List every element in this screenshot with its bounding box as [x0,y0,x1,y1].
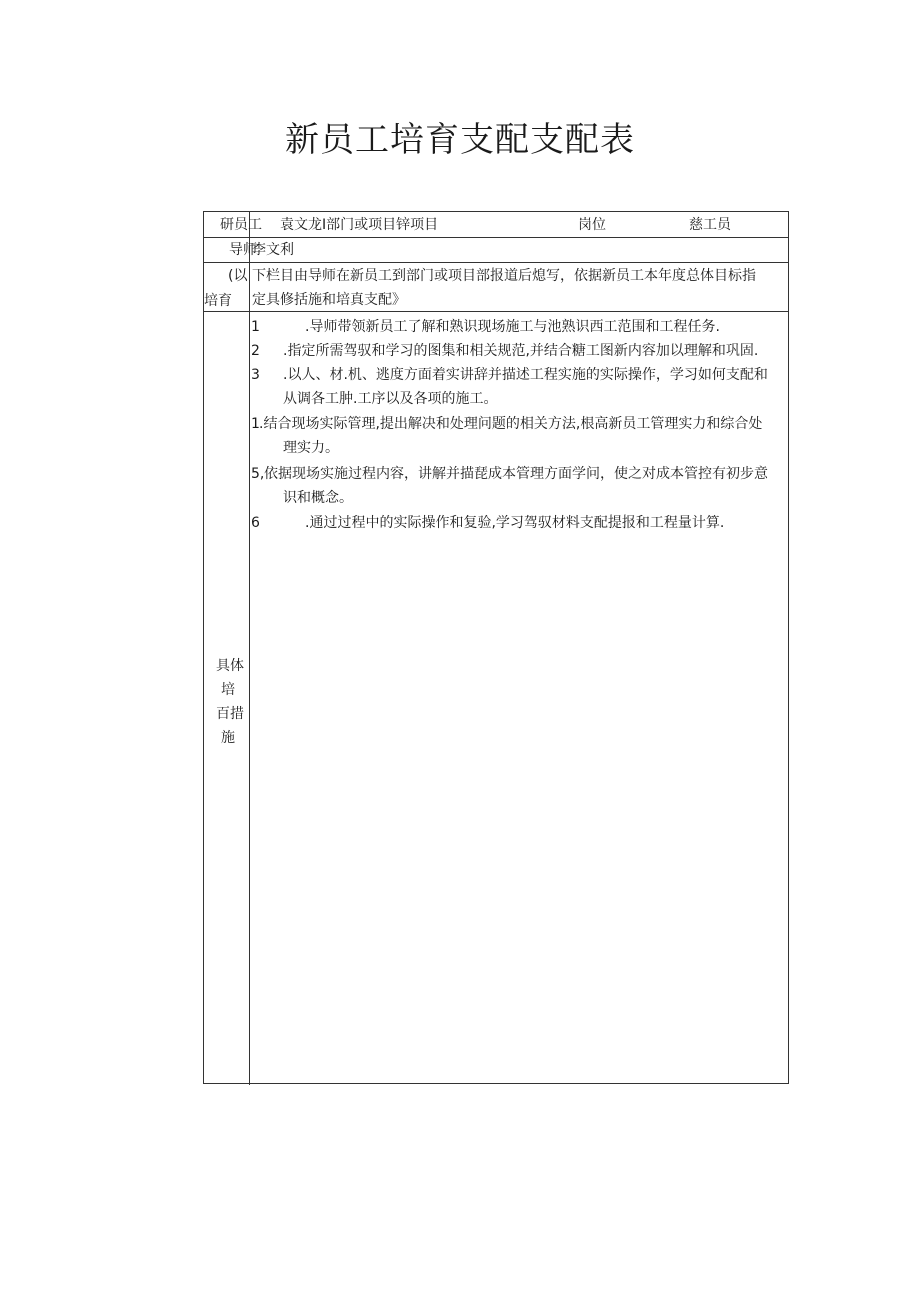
measure-item-text: .导师带领新员工了解和熟识现场施工与池熟识西工范围和工程任务. [305,319,720,335]
measure-item-number: 2 [251,343,260,359]
measure-item-continuation: 识和概念。 [283,490,353,506]
mentor-label: 导师 [229,242,257,258]
row-divider [204,262,788,263]
measure-item-number: 1 [251,416,260,432]
measure-item-text: 依据现场实施过程内容，讲解并描琵成本管理方面学问，使之对成本管控有初步意 [264,466,768,482]
measure-item [251,315,786,339]
note-side-label-2: 培育 [204,293,232,309]
employee-label: 研员工 [220,217,262,233]
measure-item-text: .结合现场实际管理,提出解决和处理问题的相关方法,根高新员工管理实力和综合处 [259,416,763,432]
measure-item [251,511,786,535]
measure-item [251,339,786,363]
training-plan-table [203,211,789,1084]
employee-value: 袁文龙I部门或项目锌项目 [280,217,439,233]
measure-item-number: 3 [251,367,260,383]
measures-label-line: 施 [221,730,235,746]
measures-label [216,654,244,750]
measure-item-number: 5, [251,466,265,482]
measure-item [251,412,786,460]
row-divider [204,311,788,312]
measure-item-text: .以人、材.机、逃度方面着实讲辞并描述工程实施的实际操作，学习如何支配和 [283,367,768,383]
position-value: 慈工员 [689,217,731,233]
row-divider [204,237,788,238]
note-side-label-1: (以 [228,268,248,284]
measure-item [251,363,786,411]
measure-item-text: .指定所需驾驭和学习的图集和相关规范,并结合糖工图新内容加以理解和巩固. [283,343,759,359]
mentor-value: 李文利 [252,242,294,258]
measure-item-number: 6 [251,515,260,531]
note-line-1: 下栏目由导师在新员工到部门或项目部报道后熄写，依据新员工本年度总体目标指 [252,268,756,284]
position-label: 岗位 [578,217,606,233]
measure-item [251,462,786,510]
column-divider [249,212,250,1085]
page-title: 新员工培育支配支配表 [285,120,635,160]
note-line-2: 定具修括施和培真支配》 [252,292,406,308]
measure-item-number: 1 [251,319,260,335]
measure-item-continuation: 理实力。 [283,440,339,456]
measure-item-continuation: 从调各工肿.工序以及各项的施工。 [283,391,498,407]
measure-item-text: .通过过程中的实际操作和复验,学习驾驭材料支配提报和工程量计算. [305,515,725,531]
measures-label-line: 百措 [216,706,244,722]
measures-label-line: 培 [221,682,235,698]
measures-label-line: 具体 [216,658,244,674]
